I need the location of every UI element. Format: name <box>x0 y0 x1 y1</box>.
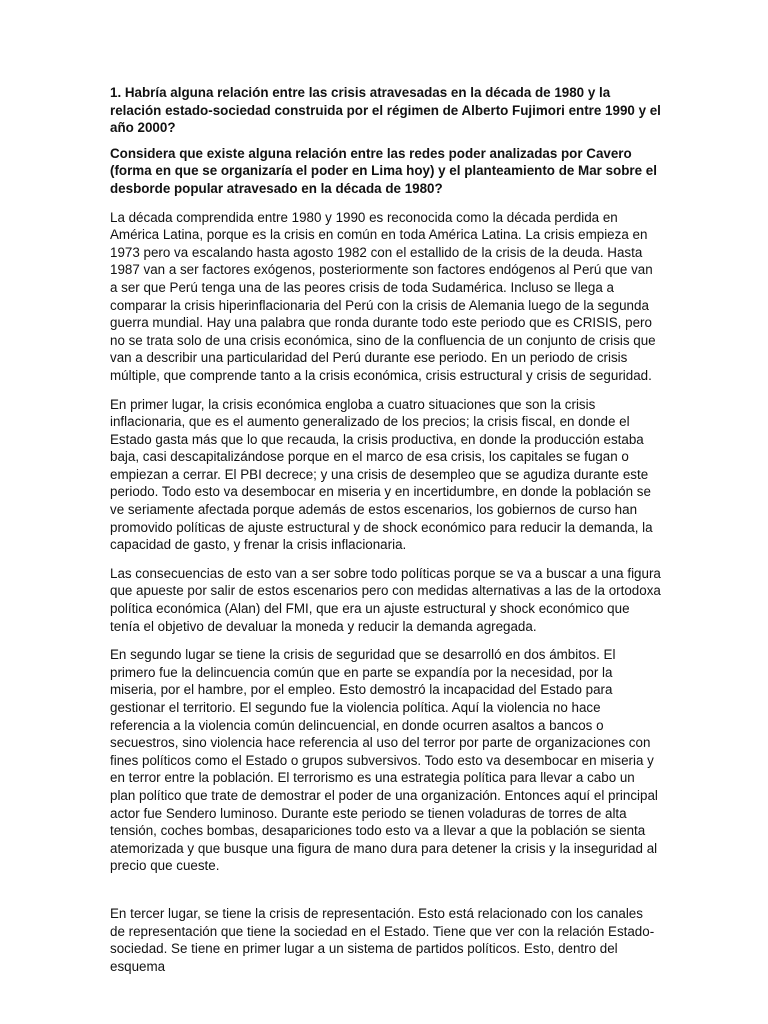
question-1: 1. Habría alguna relación entre las crisis atravesadas en la década de 1980 y la relación estado-sociedad construida por el régimen de Alberto Fujimori entre 1990 y el año 2000? <box>110 85 661 136</box>
question-2: Considera que existe alguna relación entre las redes poder analizadas por Cavero (forma en que se organizaría el poder en Lima hoy) y el planteamiento de Mar sobre el desborde popular atravesado en la década de 1980? <box>110 145 657 196</box>
paragraph-consequences: Las consecuencias de esto van a ser sobre todo políticas porque se va a buscar a una figura que apueste por salir de estos escenarios pero con medidas alternativas a las de la ortodoxa política económica (Alan) del FMI, que era un ajuste estructural y shock económico que tenía el objetivo de devaluar la moneda y reducir la demanda agregada. <box>110 565 661 634</box>
paragraph-representation-crisis: En tercer lugar, se tiene la crisis de representación. Esto está relacionado con los canales de representación que tiene la sociedad en el Estado. Tiene que ver con la relación Estado-sociedad. Se tiene en primer lugar a un sistema de partidos políticos. Esto, dentro del esquema <box>110 905 655 974</box>
paragraph-economic-crisis: En primer lugar, la crisis económica engloba a cuatro situaciones que son la crisis inflacionaria, que es el aumento generalizado de los precios; la crisis fiscal, en donde el Estado gasta más que lo que recauda, la crisis productiva, en donde la producción estaba baja, casi descapitalizándose porque en el marco de esa crisis, los capitales se fugan o empiezan a cerrar. El PBI decrece; y una crisis de desempleo que se agudiza durante este periodo. Todo esto va desembocar en miseria y en incertidumbre, en donde la población se ve seriamente afectada porque además de estos escenarios, los gobiernos de curso han promovido políticas de ajuste estructural y de shock económico para reducir la demanda, la capacidad de gasto, y frenar la crisis inflacionaria. <box>110 396 653 553</box>
document-body <box>110 84 661 986</box>
paragraph-security-crisis: En segundo lugar se tiene la crisis de seguridad que se desarrolló en dos ámbitos. El primero fue la delincuencia común que en parte se expandía por la necesidad, por la miseria, por el hambre, por el empleo. Esto demostró la incapacidad del Estado para gestionar el territorio. El segundo fue la violencia política. Aquí la violencia no hace referencia a la violencia común delincuencial, en donde ocurren asaltos a bancos o secuestros, sino violencia hace referencia al uso del terror por parte de organizaciones con fines políticos como el Estado o grupos subversivos. Todo esto va desembocar en miseria y en terror entre la población. El terrorismo es una estrategia política para llevar a cabo un plan político que trate de demostrar el poder de una organización. Entonces aquí el principal actor fue Sendero luminoso. Durante este periodo se tienen voladuras de torres de alta tensión, coches bombas, desapariciones todo esto va a llevar a que la población se sienta atemorizada y que busque una figura de mano dura para detener la crisis y la inseguridad al precio que cueste. <box>110 647 658 874</box>
paragraph-intro: La década comprendida entre 1980 y 1990 es reconocida como la década perdida en América Latina, porque es la crisis en común en toda América Latina. La crisis empieza en 1973 pero va escalando hasta agosto 1982 con el estallido de la crisis de la deuda. Hasta 1987 van a ser factores exógenos, posteriormente son factores endógenos al Perú que van a ser que Perú tenga una de las peores crisis de toda Sudamérica. Incluso se llega a comparar la crisis hiperinflacionaria del Perú con la crisis de Alemania luego de la segunda guerra mundial. Hay una palabra que ronda durante todo este periodo que es CRISIS, pero no se trata solo de una crisis económica, sino de la confluencia de un conjunto de crisis que van a describir una particularidad del Perú durante ese periodo. En un periodo de crisis múltiple, que comprende tanto a la crisis económica, crisis estructural y crisis de seguridad. <box>110 209 656 383</box>
